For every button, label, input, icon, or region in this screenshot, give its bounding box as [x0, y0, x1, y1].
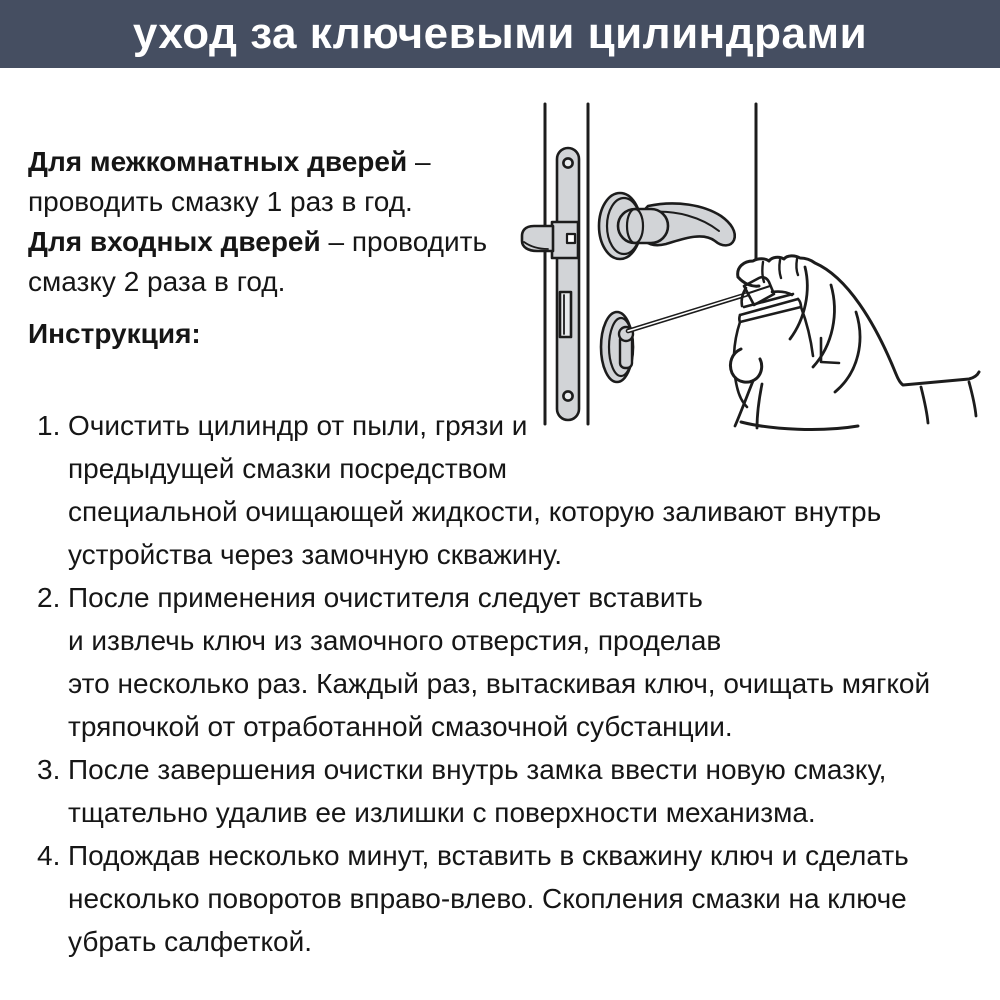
door-handle — [599, 193, 735, 259]
intro-line: смазку 2 раза в год. — [28, 266, 286, 297]
step-text-line: предыдущей смазки посредством — [68, 453, 508, 484]
intro-line: Для входных дверей – проводить — [28, 226, 488, 257]
step-text-line: несколько поворотов вправо-влево. Скопления смазки на ключе — [68, 883, 907, 914]
screw-bottom — [563, 391, 572, 400]
screw-top — [563, 158, 572, 167]
step-text-line: Подождав несколько минут, вставить в скважину ключ и сделать — [68, 840, 909, 871]
step-item — [37, 576, 995, 748]
lock-notch — [567, 234, 575, 243]
deadbolt-slot — [560, 292, 571, 337]
step-text-line: устройства через замочную скважину. — [68, 539, 562, 570]
door-lock-lubrication-illustration — [500, 95, 1000, 445]
steps-list — [37, 404, 995, 963]
step-text-line: После применения очистителя следует вставить — [68, 582, 703, 613]
step-item — [37, 748, 995, 834]
step-number: 1. — [37, 410, 61, 441]
step-text-line: специальной очищающей жидкости, которую заливают внутрь — [68, 496, 882, 527]
step-text-line: это несколько раз. Каждый раз, вытаскивая ключ, очищать мягкой — [68, 668, 931, 699]
instruction-heading: Инструкция: — [28, 318, 201, 349]
intro-line: Для межкомнатных дверей – — [28, 146, 431, 177]
page-title: уход за ключевыми цилиндрами — [132, 9, 868, 58]
lock-faceplate — [522, 148, 579, 420]
step-number: 3. — [37, 754, 61, 785]
step-text-line: тряпочкой от отработанной смазочной субстанции. — [68, 711, 733, 742]
header — [0, 0, 1000, 68]
keyhole-escutcheon — [601, 312, 633, 382]
step-item — [37, 834, 995, 963]
step-text-line: и извлечь ключ из замочного отверстия, проделав — [68, 625, 722, 656]
step-number: 2. — [37, 582, 61, 613]
intro-line: проводить смазку 1 раз в год. — [28, 186, 413, 217]
intro-text — [28, 142, 487, 302]
step-text-line: После завершения очистки внутрь замка ввести новую смазку, — [68, 754, 887, 785]
step-number: 4. — [37, 840, 61, 871]
step-text-line: Очистить цилиндр от пыли, грязи и — [68, 410, 528, 441]
step-text-line: тщательно удалив ее излишки с поверхности механизма. — [68, 797, 816, 828]
step-text-line: убрать салфеткой. — [68, 926, 313, 957]
